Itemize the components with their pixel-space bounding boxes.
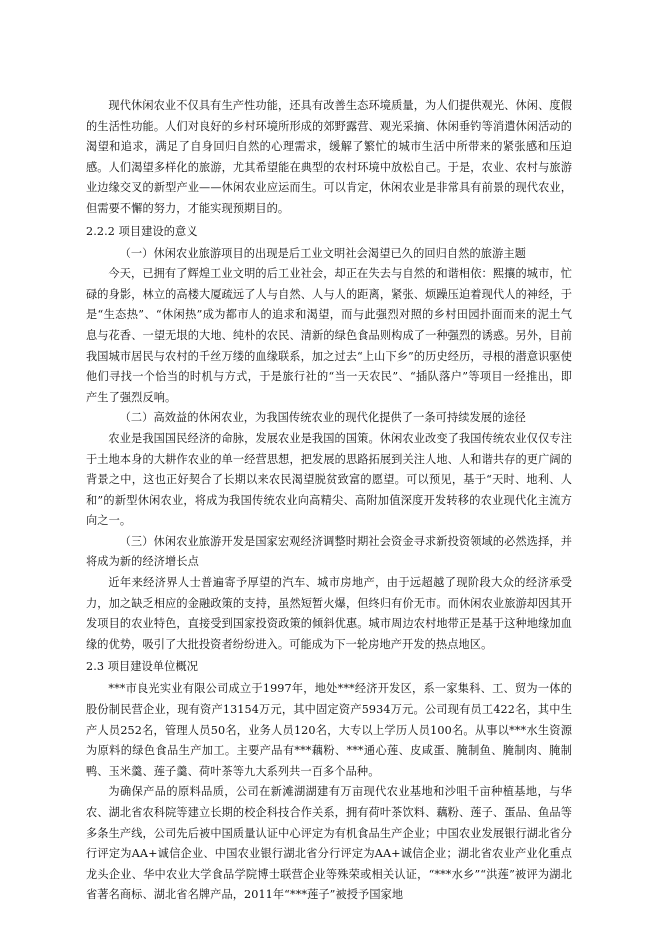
company-paragraph-2: 为确保产品的原料品质，公司在新滩湖湖建有万亩现代农业基地和沙咀千亩种植基地，与华农、湖北省农科院等建立长期的校企科技合作关系，拥有荷叶茶饮料、藕粉、莲子、蛋品、鱼品等多条生产线，公司先后被中国质量认证中心评定为有机食品生产企业；中国农业发展银行湖北省分行评定为AA+诚信企业、中国农业银行湖北省分行评定为AA+诚信企业；湖北省农业产业化重点龙头企业、华中农业大学食品学院博士联营企业等殊荣或相关认证，“***水乡”“洪莲”被评为湖北省著名商标、湖北省名牌产品，2011年“***莲子”被授予国家地 [86, 785, 572, 902]
point-2-title: （二）高效益的休闲农业，为我国传统农业的现代化提供了一条可持续发展的途径 [119, 411, 526, 425]
document-body [86, 96, 572, 906]
point-3-body: 近年来经济界人士普遍寄予厚望的汽车、城市房地产，由于远超越了现阶段大众的经济承受力，加之缺乏相应的金融政策的支持，虽然短暂火爆，但终归有价无市。而休闲农业旅游却因其开发项目的农业特色，直接受到国家投资政策的倾斜优惠。城市周边农村地带正是基于这种地缘加血缘的优势，吸引了大批投资者纷纷进入。可能成为下一轮房地产开发的热点地区。 [86, 576, 572, 651]
point-1-title: （一）休闲农业旅游项目的出现是后工业文明社会渴望已久的回归自然的旅游主题 [119, 246, 526, 260]
section-heading-2-3: 2.3 项目建设单位概况 [86, 660, 199, 674]
section-heading-2-2-2: 2.2.2 项目建设的意义 [86, 224, 198, 238]
point-1-body: 今天，已拥有了辉煌工业文明的后工业社会，却正在失去与自然的和谐相依：熙攘的城市，忙碌的身影，林立的高楼大厦疏远了人与自然、人与人的距离，紧张、烦躁压迫着现代人的神经，于是“生态热”、“休闲热”成为都市人的追求和渴望，而与此强烈对照的乡村田园扑面而来的泥土气息与花香、一望无垠的大地、纯朴的农民、清新的绿色食品则构成了一种强烈的诱惑。另外，目前我国城市居民与农村的千丝万缕的血缘联系，加之过去“上山下乡”的历史经历，寻根的潜意识驱使他们寻找一个恰当的时机与方式，于是旅行社的“当一天农民”、“插队落户”等项目一经推出，即产生了强烈反响。 [86, 267, 572, 404]
point-2-body: 农业是我国国民经济的命脉，发展农业是我国的国策。休闲农业改变了我国传统农业仅仅专注于土地本身的大耕作农业的单一经营思想，把发展的思路拓展到关注人地、人和谐共存的更广阔的背景之中，这也正好契合了长期以来农民渴望脱贫致富的愿望。可以预见，基于“天时、地利、人和”的新型休闲农业，将成为我国传统农业向高精尖、高附加值深度开发转移的农业现代化主流方向之一。 [86, 431, 572, 528]
company-paragraph-1: ***市良光实业有限公司成立于1997年，地处***经济开发区，系一家集科、工、贸为一体的股份制民营企业，现有资产13154万元，其中固定资产5934万元。公司现有员工422名，其中生产人员252名，管理人员50名，业务人员120名，大专以上学历人员100名。从事以***水生资源为原料的绿色食品生产加工。主要产品有***藕粉、***通心莲、皮咸蛋、腌制鱼、腌制肉、腌制鸭、玉米羹、莲子羹、荷叶茶等九大系列共一百多个品种。 [86, 682, 572, 778]
point-3-title: （三）休闲农业旅游开发是国家宏观经济调整时期社会资金寻求新投资领域的必然选择，并将成为新的经济增长点 [86, 534, 572, 569]
intro-paragraph: 现代休闲农业不仅具有生产性功能，还具有改善生态环境质量，为人们提供观光、休闲、度假的生活性功能。人们对良好的乡村环境所形成的郊野露营、观光采摘、休闲垂钓等消遣休闲活动的渴望和追求，满足了自身回归自然的心理需求，缓解了繁忙的城市生活中所带来的紧张感和压迫感。人们渴望多样化的旅游，尤其希望能在典型的农村环境中放松自己。于是，农业、农村与旅游业边缘交叉的新型产业——休闲农业应运而生。可以肯定，休闲农业是非常具有前景的现代农业，但需要不懈的努力，才能实现预期目的。 [86, 99, 572, 215]
